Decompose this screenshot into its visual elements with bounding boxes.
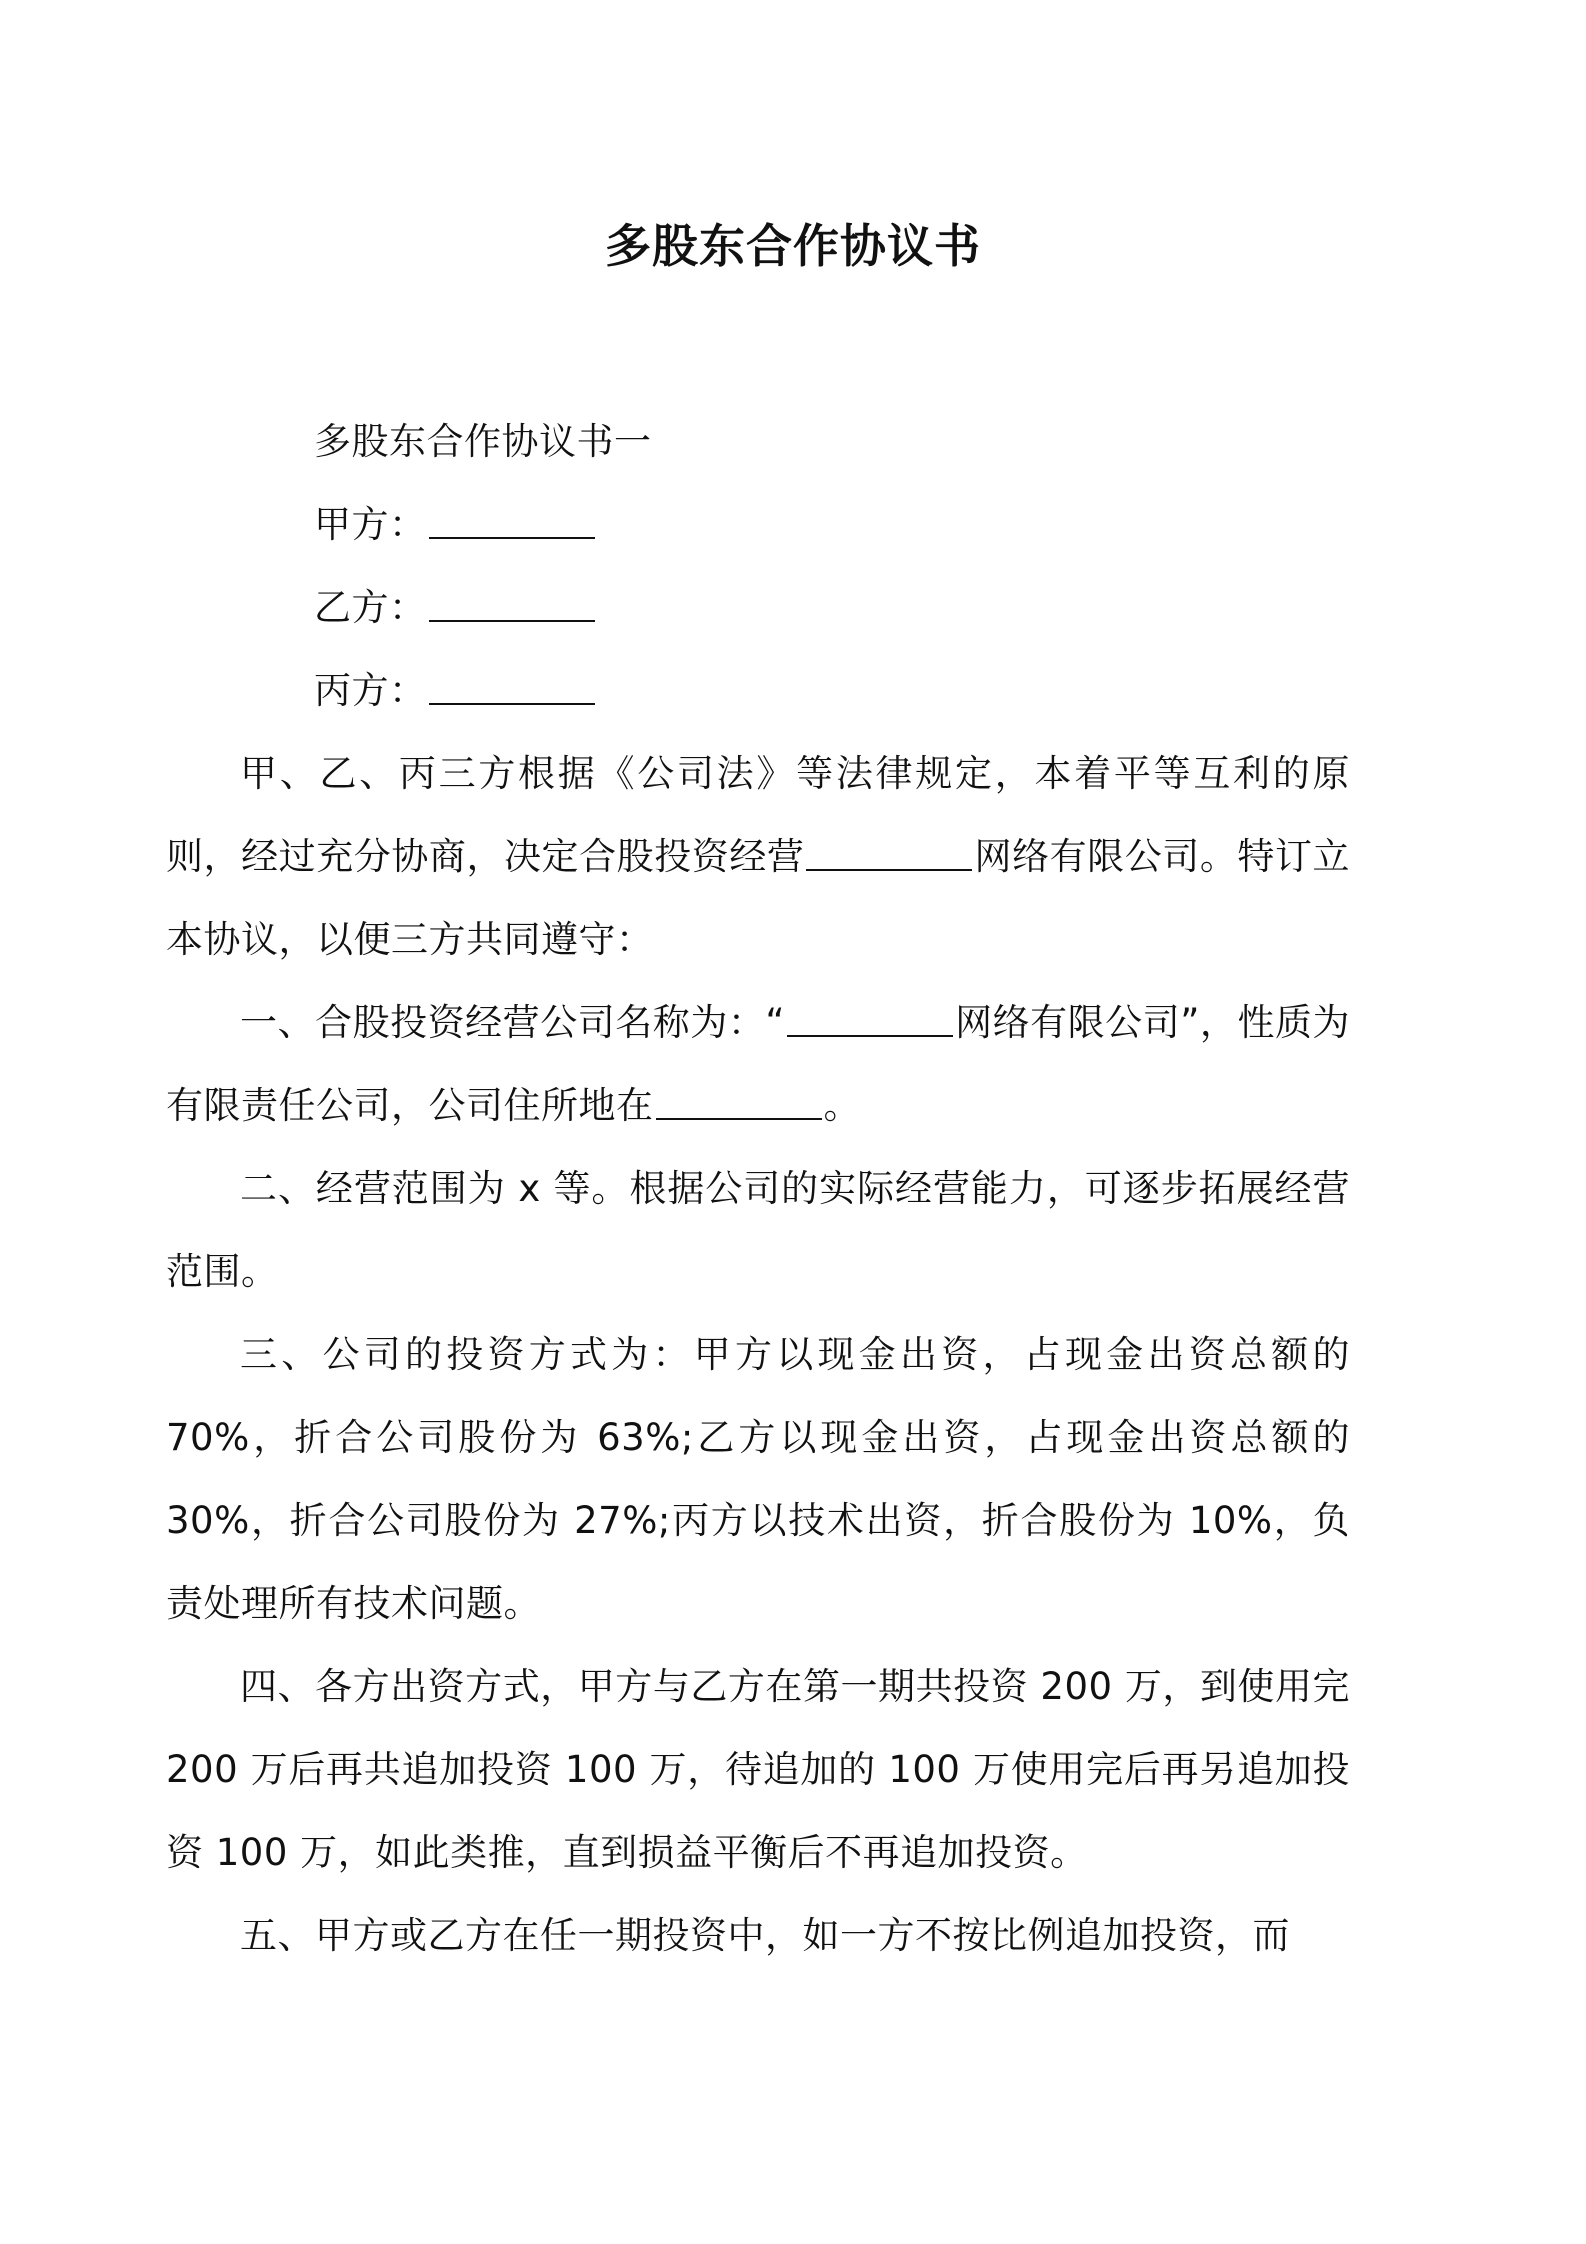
- party-label: 乙方：: [314, 586, 427, 629]
- clause-4-paragraph: 四、各方出资方式，甲方与乙方在第一期共投资 200 万，到使用完 200 万后再共追加投资 100 万，待追加的 100 万使用完后再另追加投资 100 万，如此类推，直到损益平衡后不再追加投资。: [166, 1665, 1350, 1874]
- clause-text: 一、合股投资经营公司名称为：“: [240, 1001, 786, 1044]
- document-subtitle: 多股东合作协议书一: [314, 420, 652, 463]
- blank-field: [806, 837, 972, 871]
- party-label: 丙方：: [314, 669, 427, 712]
- clause-text: 。: [823, 1084, 861, 1127]
- party-line-a: [240, 483, 1350, 566]
- preamble-text: 甲、乙、丙三方根据《公司法》等法律规定，本着平等互利的原则，经过充分协商，决定合股投资经营: [166, 752, 1350, 878]
- document-title: 多股东合作协议书: [605, 219, 981, 273]
- preamble-text: 网络有限公司。特订立本协议，以便三方共同遵守：: [166, 835, 1351, 961]
- blank-field: [429, 505, 595, 539]
- blank-field: [656, 1086, 822, 1120]
- blank-field: [429, 588, 595, 622]
- preamble-paragraph: [166, 732, 1350, 981]
- clause-2-paragraph: 二、经营范围为 x 等。根据公司的实际经营能力，可逐步拓展经营范围。: [166, 1167, 1350, 1293]
- document-body: [166, 400, 1351, 1977]
- clause-text: 网络有限公司”，性质为有限责任公司，公司住所地在: [166, 1001, 1351, 1127]
- clause-1-paragraph: [166, 981, 1350, 1147]
- party-label: 甲方：: [314, 503, 427, 546]
- party-line-c: [240, 649, 1350, 732]
- clause-3-paragraph: 三、公司的投资方式为：甲方以现金出资，占现金出资总额的 70%，折合公司股份为 63%;乙方以现金出资，占现金出资总额的 30%，折合公司股份为 27%;丙方以技术出资，折合股份为 10%，负责处理所有技术问题。: [166, 1333, 1350, 1625]
- blank-field: [429, 671, 595, 705]
- blank-field: [787, 1003, 953, 1037]
- party-line-b: [240, 566, 1350, 649]
- clause-5-paragraph: 五、甲方或乙方在任一期投资中，如一方不按比例追加投资，而: [240, 1914, 1290, 1957]
